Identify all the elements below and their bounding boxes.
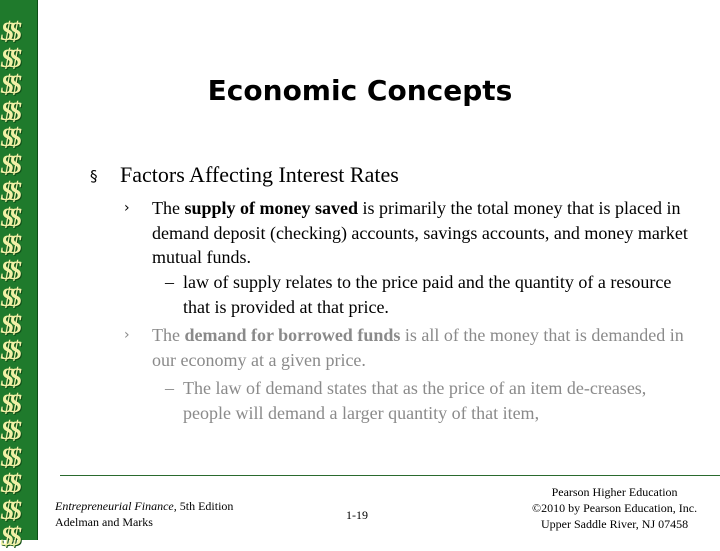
dollar-glyph: $$ [1, 123, 17, 153]
publisher-line-2: ©2010 by Pearson Education, Inc. [532, 501, 698, 515]
dollar-glyph: $$ [1, 416, 17, 445]
dollar-glyph: $$ [1, 469, 17, 499]
demand-text-pre: The [152, 325, 185, 345]
bullet-square-icon: § [90, 167, 98, 185]
supply-paragraph [124, 196, 692, 270]
dollar-glyph: $$ [1, 203, 17, 233]
page-number: 1-19 [346, 508, 368, 522]
law-of-demand-item [165, 376, 683, 425]
demand-text-bold: demand for borrowed funds [184, 325, 401, 345]
dash-icon: – [165, 378, 174, 398]
main-bullet-text: Factors Affecting Interest Rates [120, 162, 399, 187]
dollar-glyph: $$ [1, 43, 17, 73]
footer-divider [60, 475, 720, 476]
dollar-glyph: $$ [1, 256, 17, 286]
publisher-line-1: Pearson Higher Education [551, 485, 678, 499]
law-of-demand-text: The law of demand states that as the price of an item de-creases, people will demand a larger quantity of that item, [183, 378, 647, 423]
chevron-right-icon: › [124, 200, 130, 216]
dollar-glyph: $$ [1, 176, 17, 206]
publisher-line-3: Upper Saddle River, NJ 07458 [540, 517, 689, 531]
demand-paragraph [124, 323, 692, 372]
dollar-glyph: $$ [1, 309, 17, 339]
supply-text-bold: supply of money saved [184, 198, 359, 218]
dollar-glyph: $$ [1, 522, 17, 551]
chevron-right-icon: › [124, 327, 130, 343]
dollar-glyph: $$ [1, 70, 17, 100]
dollar-glyph: $$ [1, 17, 17, 46]
book-authors: Adelman and Marks [55, 515, 153, 529]
footer-publisher [532, 484, 697, 532]
dollar-glyph: $$ [1, 150, 17, 179]
dollar-sign-sidebar [0, 0, 38, 551]
dollar-glyph: $$ [1, 362, 17, 392]
demand-text-post: is all of the money that is demanded in our economy at a given price. [152, 325, 684, 370]
supply-text-pre: The [152, 198, 185, 218]
supply-text-post: is primarily the total money that is placed in demand deposit (checking) accounts, savings accounts, and money market mutual funds. [152, 198, 688, 267]
law-of-supply-item [165, 270, 683, 319]
book-edition: 5th Edition [176, 499, 234, 513]
dollar-glyph: $$ [1, 229, 17, 259]
slide-title: Economic Concepts [207, 74, 513, 107]
footer-book-info [55, 498, 233, 530]
dollar-glyph: $$ [1, 495, 17, 525]
book-title: Entrepreneurial Finance, [55, 499, 177, 513]
dollar-glyph: $$ [1, 96, 17, 126]
dash-icon: – [165, 272, 174, 292]
dollar-glyph: $$ [1, 336, 17, 366]
dollar-glyph: $$ [1, 283, 17, 312]
dollar-glyph: $$ [1, 442, 17, 472]
law-of-supply-text: law of supply relates to the price paid and the quantity of a resource that is provided at that price. [183, 272, 672, 317]
dollar-glyph: $$ [1, 389, 17, 419]
